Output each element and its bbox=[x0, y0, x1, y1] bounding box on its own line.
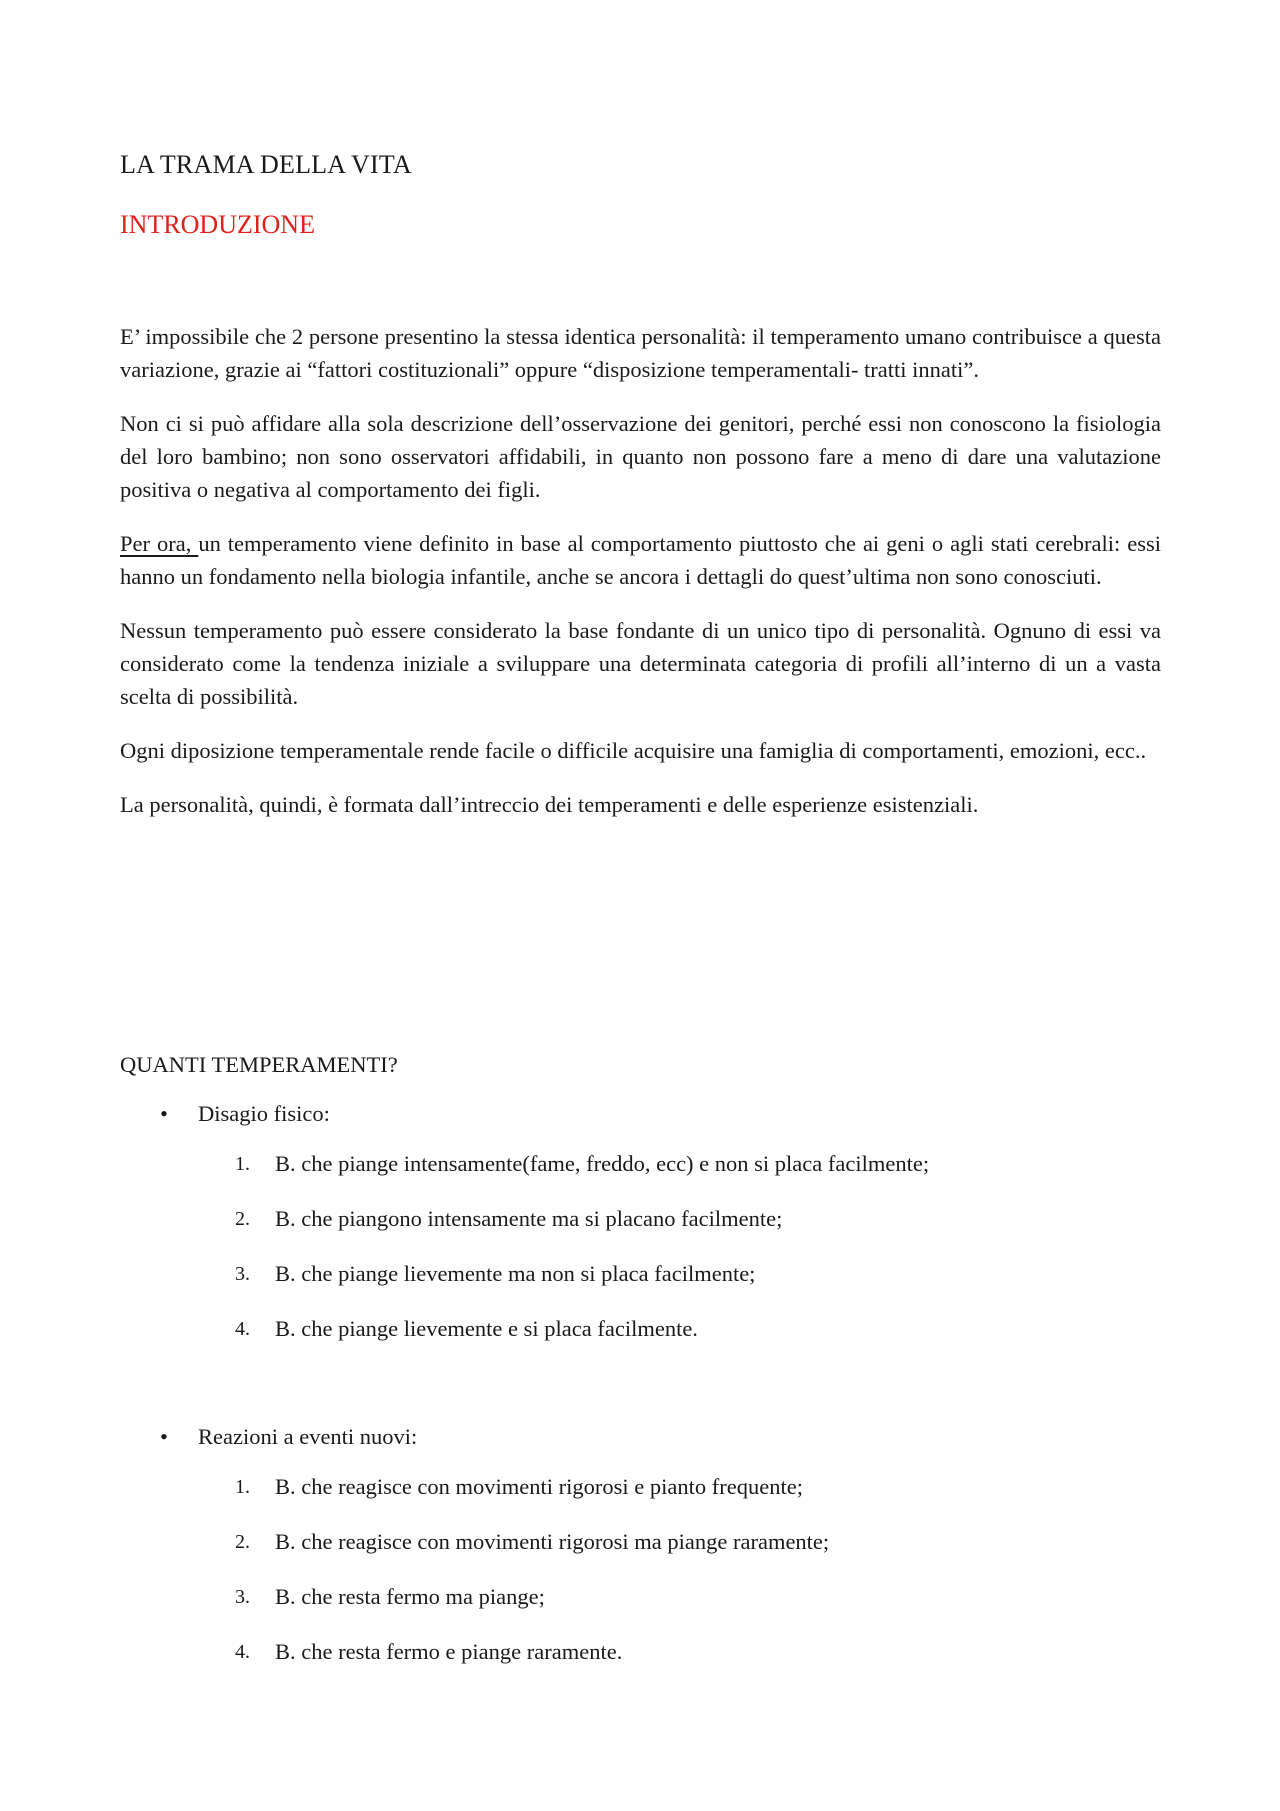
list-item bbox=[120, 1473, 1161, 1501]
list-number: 2. bbox=[235, 1531, 250, 1553]
paragraph: La personalità, quindi, è formata dall’intreccio dei temperamenti e delle esperienze esistenziali. bbox=[120, 792, 979, 817]
list-text: B. che resta fermo e piange raramente. bbox=[275, 1639, 623, 1664]
list-text: B. che piange lievemente ma non si placa facilmente; bbox=[275, 1261, 756, 1286]
list-number: 1. bbox=[235, 1476, 250, 1498]
group-physical-discomfort bbox=[120, 1100, 1161, 1343]
bullet-item bbox=[120, 1423, 1161, 1451]
group-new-events bbox=[120, 1423, 1161, 1666]
list-text: B. che piange intensamente(fame, freddo, ecc) e non si placa facilmente; bbox=[275, 1151, 930, 1176]
numbered-list bbox=[120, 1473, 1161, 1666]
list-number: 2. bbox=[235, 1208, 250, 1230]
bullet-icon: • bbox=[160, 1424, 168, 1449]
list-item bbox=[120, 1315, 1161, 1343]
list-item bbox=[120, 1260, 1161, 1288]
list-text: B. che resta fermo ma piange; bbox=[275, 1584, 545, 1609]
paragraph bbox=[120, 527, 1161, 593]
list-item bbox=[120, 1205, 1161, 1233]
list-number: 4. bbox=[235, 1641, 250, 1663]
list-number: 4. bbox=[235, 1318, 250, 1340]
list-item bbox=[120, 1150, 1161, 1178]
bullet-icon: • bbox=[160, 1101, 168, 1126]
section-title: QUANTI TEMPERAMENTI? bbox=[120, 1052, 398, 1077]
introduction-body bbox=[120, 320, 1161, 842]
list-item bbox=[120, 1528, 1161, 1556]
numbered-list bbox=[120, 1150, 1161, 1343]
paragraph: Non ci si può affidare alla sola descrizione dell’osservazione dei genitori, perché essi non conoscono la fisiologia del loro bambino; non sono osservatori affidabili, in quanto non possono fare a meno di dare una valutazione positiva o negativa al comportamento dei figli. bbox=[120, 411, 1161, 502]
list-number: 1. bbox=[235, 1153, 250, 1175]
paragraph: E’ impossibile che 2 persone presentino la stessa identica personalità: il temperamento umano contribuisce a questa variazione, grazie ai “fattori costituzionali” oppure “disposizione temperamentali- tratti innati”. bbox=[120, 324, 1161, 382]
underlined-lead: Per ora, bbox=[120, 531, 199, 556]
list-number: 3. bbox=[235, 1586, 250, 1608]
paragraph-rest: un temperamento viene definito in base al comportamento piuttosto che ai geni o agli stati cerebrali: essi hanno un fondamento nella biologia infantile, anche se ancora i dettagli do quest’ultima non sono conosciuti. bbox=[120, 531, 1161, 589]
document-title: LA TRAMA DELLA VITA bbox=[120, 150, 412, 179]
list-text: B. che reagisce con movimenti rigorosi e pianto frequente; bbox=[275, 1474, 803, 1499]
list-number: 3. bbox=[235, 1263, 250, 1285]
list-text: B. che reagisce con movimenti rigorosi ma piange raramente; bbox=[275, 1529, 830, 1554]
list-text: B. che piangono intensamente ma si placano facilmente; bbox=[275, 1206, 783, 1231]
paragraph: Nessun temperamento può essere considerato la base fondante di un unico tipo di personalità. Ognuno di essi va considerato come la tendenza iniziale a sviluppare una determinata categoria di profili all’interno di un a vasta scelta di possibilità. bbox=[120, 618, 1161, 709]
list-item bbox=[120, 1583, 1161, 1611]
section-heading-introduction: INTRODUZIONE bbox=[120, 210, 315, 239]
bullet-heading: Reazioni a eventi nuovi: bbox=[198, 1424, 418, 1449]
list-item bbox=[120, 1638, 1161, 1666]
bullet-item bbox=[120, 1100, 1161, 1128]
paragraph: Ogni diposizione temperamentale rende facile o difficile acquisire una famiglia di comportamenti, emozioni, ecc.. bbox=[120, 738, 1147, 763]
temperaments-section bbox=[120, 1052, 1161, 1693]
bullet-heading: Disagio fisico: bbox=[198, 1101, 330, 1126]
list-text: B. che piange lievemente e si placa facilmente. bbox=[275, 1316, 698, 1341]
